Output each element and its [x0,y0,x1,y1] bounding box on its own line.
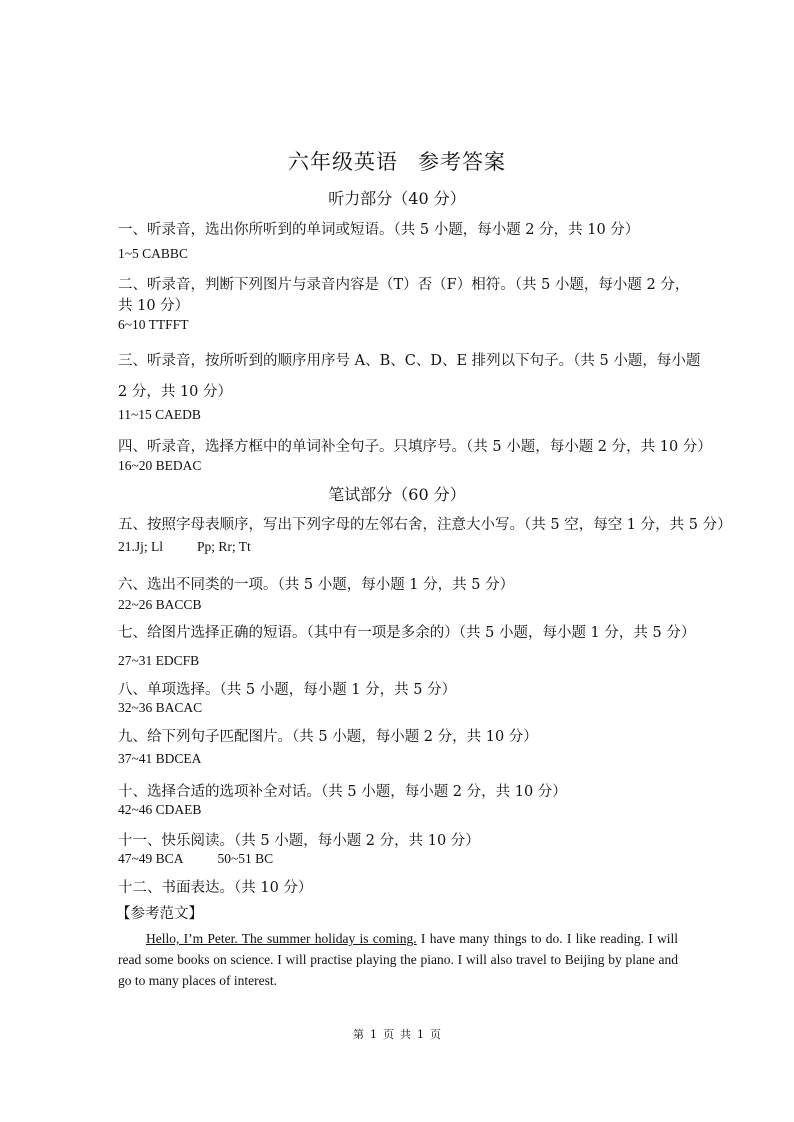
essay-body: I have many things to do. I like reading. I will read some books on science. I will practise playing the piano. I will also travel to Beijing by plane and go to many places of interest. [118,931,678,988]
page-footer [0,1026,794,1042]
question-4: 四、听录音，选择方框中的单词补全句子。只填序号。（共 5 小题，每小题 2 分，共 10 分） [118,439,712,455]
answer-2: 6~10 TTFFT [118,317,189,332]
question-5: 五、按照字母表顺序，写出下列字母的左邻右舍，注意大小写。（共 5 空，每空 1 分，共 5 分） [118,517,732,533]
question-3-line-2: 2 分，共 10 分） [118,384,233,400]
footer-word: 页 [430,1028,441,1041]
page-title [0,146,794,176]
question-8: 八、单项选择。（共 5 小题，每小题 1 分，共 5 分） [118,682,457,698]
question-3-line-1: 三、听录音，按所听到的顺序用序号 A、B、C、D、E 排列以下句子。（共 5 小题，每小题 [118,353,701,369]
question-7: 七、给图片选择正确的短语。（其中有一项是多余的）（共 5 小题，每小题 1 分，共 5 分） [118,625,696,641]
question-2-line-1: 二、听录音，判断下列图片与录音内容是（T）否（F）相符。（共 5 小题，每小题 2 分， [118,277,690,293]
answer-11 [118,851,273,867]
title-answer-key: 参考答案 [418,150,506,174]
question-9: 九、给下列句子匹配图片。（共 5 小题，每小题 2 分，共 10 分） [118,729,538,745]
answer-8: 32~36 BACAC [118,700,203,715]
question-2-line-2: 共 10 分） [118,298,190,314]
footer-word: 共 [400,1028,411,1041]
sample-essay [118,928,678,991]
answer-6: 22~26 BACCB [118,597,202,612]
answer-9: 37~41 BDCEA [118,751,202,766]
answer-10: 42~46 CDAEB [118,802,202,817]
answer-11-part-2: 50~51 BC [217,851,274,866]
question-1: 一、听录音，选出你所听到的单词或短语。（共 5 小题，每小题 2 分，共 10 分） [118,222,640,238]
answer-5-part-2: Pp; Rr; Tt [197,539,251,554]
writing-heading: 笔试部分（60 分） [328,485,466,504]
footer-page-number: 1 [370,1028,377,1041]
essay-underlined-opening: Hello, I’m Peter. The summer holiday is coming. [146,931,417,946]
answer-4: 16~20 BEDAC [118,458,202,473]
title-subject: 六年级英语 [288,150,398,174]
answer-5-part-1: 21.Jj; Ll [118,539,164,554]
listening-heading: 听力部分（40 分） [328,189,466,208]
footer-total-pages: 1 [417,1028,424,1041]
answer-11-part-1: 47~49 BCA [118,851,184,866]
answer-7: 27~31 EDCFB [118,653,200,668]
answer-3: 11~15 CAEDB [118,407,201,422]
question-12: 十二、书面表达。（共 10 分） [118,880,313,896]
question-6: 六、选出不同类的一项。（共 5 小题，每小题 1 分，共 5 分） [118,577,515,593]
sample-essay-label: 【参考范文】 [116,906,203,922]
answer-1: 1~5 CABBC [118,246,188,261]
question-11: 十一、快乐阅读。（共 5 小题，每小题 2 分，共 10 分） [118,833,480,849]
footer-word: 页 [383,1028,394,1041]
question-10: 十、选择合适的选项补全对话。（共 5 小题，每小题 2 分，共 10 分） [118,784,567,800]
answer-5 [118,539,251,555]
footer-word: 第 [353,1028,364,1041]
